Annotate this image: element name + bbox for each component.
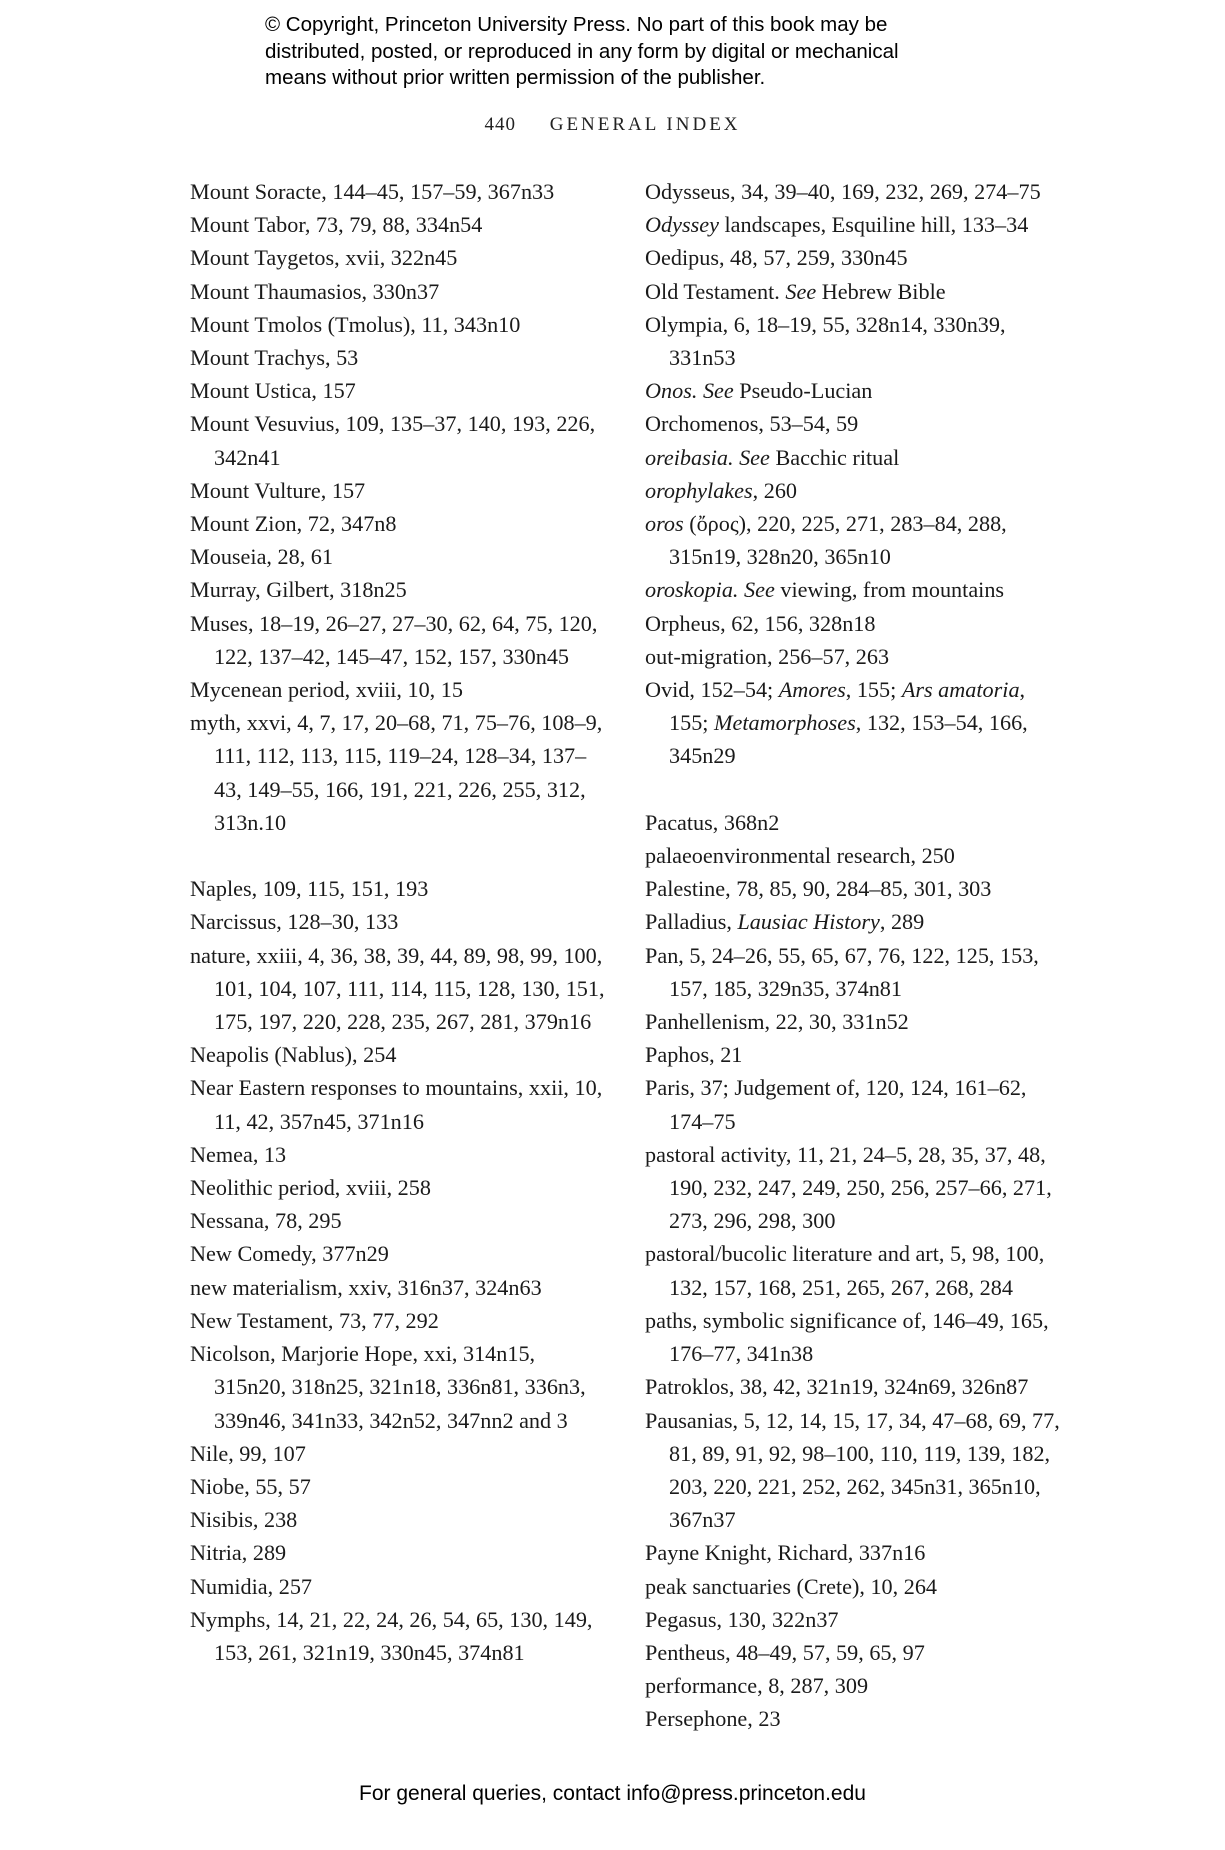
index-entry	[645, 673, 1065, 773]
index-entry: Paris, 37; Judgement of, 120, 124, 161–62, 174–75	[645, 1075, 1027, 1134]
entry-text: Pseudo-Lucian	[733, 378, 873, 404]
index-entry: Pentheus, 48–49, 57, 59, 65, 97	[645, 1639, 925, 1665]
index-entry: Neolithic period, xviii, 258	[190, 1175, 431, 1201]
index-entry: paths, symbolic significance of, 146–49, 165, 176–77, 341n38	[645, 1307, 1049, 1367]
index-entry: Niobe, 55, 57	[190, 1473, 311, 1499]
entry-text: , 289	[879, 909, 925, 935]
index-entry: Nymphs, 14, 21, 22, 24, 26, 54, 65, 130, 149, 153, 261, 321n19, 330n45, 374n81	[190, 1606, 593, 1665]
index-entry: Nicolson, Marjorie Hope, xxi, 314n15, 315n20, 318n25, 321n18, 336n81, 336n3, 339n46, 341n33, 342n52, 347nn2 and 3	[190, 1341, 586, 1433]
index-entry: Mount Tmolos (Tmolus), 11, 343n10	[190, 311, 521, 337]
index-entry	[645, 474, 1065, 507]
index-entry: Palestine, 78, 85, 90, 284–85, 301, 303	[645, 876, 992, 902]
index-entry	[645, 905, 1065, 938]
index-entry: Narcissus, 128–30, 133	[190, 909, 399, 935]
entry-text: , 155;	[669, 677, 1026, 736]
entry-text: , 132, 153–54, 166, 345n29	[669, 710, 1028, 769]
index-entry: Nitria, 289	[190, 1540, 287, 1566]
index-entry: Mouseia, 28, 61	[190, 544, 333, 570]
entry-text: Palladius,	[645, 909, 738, 935]
index-column-left	[190, 175, 610, 1669]
index-entry	[645, 275, 1065, 308]
index-entry	[645, 507, 1065, 573]
index-entry: Patroklos, 38, 42, 321n19, 324n69, 326n87	[645, 1374, 1029, 1400]
index-column-right	[645, 175, 1065, 1736]
index-entry	[645, 208, 1065, 241]
italic-term: Metamorphoses	[714, 710, 856, 736]
index-entry: Mount Taygetos, xvii, 322n45	[190, 245, 458, 271]
index-entry: Pegasus, 130, 322n37	[645, 1606, 839, 1632]
index-entry: Pausanias, 5, 12, 14, 15, 17, 34, 47–68, 69, 77, 81, 89, 91, 92, 98–100, 110, 119, 139, 182, 203, 220, 221, 252, 262, 345n31, 365n10, 367n37	[645, 1407, 1060, 1533]
index-entry: Nisibis, 238	[190, 1507, 298, 1533]
index-entry: Mount Vulture, 157	[190, 477, 366, 503]
index-entry: nature, xxiii, 4, 36, 38, 39, 44, 89, 98, 99, 100, 101, 104, 107, 111, 114, 115, 128, 130, 151, 175, 197, 220, 228, 235, 267, 281, 379n16	[190, 942, 605, 1035]
entry-text: viewing, from mountains	[774, 577, 1005, 603]
index-entry	[645, 573, 1065, 606]
italic-term: See	[785, 278, 817, 304]
index-entry: peak sanctuaries (Crete), 10, 264	[645, 1573, 938, 1599]
index-entry: Pacatus, 368n2	[645, 809, 780, 835]
index-entry: palaeoenvironmental research, 250	[645, 843, 955, 869]
entry-text: Ovid, 152–54;	[645, 677, 779, 703]
index-entry: Mount Trachys, 53	[190, 345, 359, 371]
index-entry: New Comedy, 377n29	[190, 1241, 389, 1267]
entry-text: landscapes, Esquiline hill, 133–34	[718, 212, 1029, 238]
page-number: 440	[484, 114, 516, 135]
italic-term: orophylakes	[645, 477, 753, 503]
index-entry: Orchomenos, 53–54, 59	[645, 411, 859, 437]
copyright-line: means without prior written permission of the publisher.	[265, 66, 766, 89]
index-entry: Panhellenism, 22, 30, 331n52	[645, 1009, 909, 1035]
index-entry: myth, xxvi, 4, 7, 17, 20–68, 71, 75–76, 108–9, 111, 112, 113, 115, 119–24, 128–34, 137–43, 149–55, 166, 191, 221, 226, 255, 312, 313n.10	[190, 710, 603, 835]
entry-text: , 260	[752, 477, 797, 503]
italic-term: Amores	[778, 677, 846, 703]
italic-term: Onos. See	[645, 378, 734, 404]
index-entry: Orpheus, 62, 156, 328n18	[645, 610, 876, 636]
index-entry: Mycenean period, xviii, 10, 15	[190, 677, 463, 703]
index-entry: Mount Ustica, 157	[190, 378, 356, 404]
index-entry: Murray, Gilbert, 318n25	[190, 577, 407, 603]
copyright-notice	[265, 12, 1025, 92]
index-entry: Nile, 99, 107	[190, 1440, 306, 1466]
index-entry: Paphos, 21	[645, 1042, 743, 1068]
index-entry: pastoral/bucolic literature and art, 5, 98, 100, 132, 157, 168, 251, 265, 267, 268, 284	[645, 1241, 1045, 1300]
italic-term: Ars amatoria	[901, 677, 1020, 703]
index-entry: Pan, 5, 24–26, 55, 65, 67, 76, 122, 125, 153, 157, 185, 329n35, 374n81	[645, 942, 1039, 1001]
index-entry: Near Eastern responses to mountains, xxii, 10, 11, 42, 357n45, 371n16	[190, 1075, 603, 1134]
entry-text: Hebrew Bible	[816, 278, 946, 304]
index-entry: new materialism, xxiv, 316n37, 324n63	[190, 1274, 542, 1300]
copyright-line: © Copyright, Princeton University Press. No part of this book may be	[265, 13, 888, 36]
section-gap	[645, 773, 1065, 806]
running-head	[0, 114, 1225, 136]
index-entry: New Testament, 73, 77, 292	[190, 1307, 439, 1333]
index-entry: pastoral activity, 11, 21, 24–5, 28, 35, 37, 48, 190, 232, 247, 249, 250, 256, 257–66, 271, 273, 296, 298, 300	[645, 1141, 1052, 1234]
index-entry: Payne Knight, Richard, 337n16	[645, 1540, 926, 1566]
index-entry: Persephone, 23	[645, 1706, 781, 1732]
index-entry: out-migration, 256–57, 263	[645, 643, 890, 669]
index-entry: Mount Thaumasios, 330n37	[190, 278, 440, 304]
index-entry: Muses, 18–19, 26–27, 27–30, 62, 64, 75, 120, 122, 137–42, 145–47, 152, 157, 330n45	[190, 610, 598, 669]
index-entry: Odysseus, 34, 39–40, 169, 232, 269, 274–75	[645, 179, 1041, 204]
italic-term: Odyssey	[645, 212, 719, 238]
index-entry: Oedipus, 48, 57, 259, 330n45	[645, 245, 908, 271]
copyright-line: distributed, posted, or reproduced in any form by digital or mechanical	[265, 39, 899, 63]
index-entry: Nessana, 78, 295	[190, 1208, 342, 1234]
index-entry: Mount Vesuvius, 109, 135–37, 140, 193, 226, 342n41	[190, 411, 596, 470]
index-entry: Olympia, 6, 18–19, 55, 328n14, 330n39, 331n53	[645, 311, 1006, 371]
italic-term: oroskopia. See	[645, 577, 775, 603]
index-entry	[645, 374, 1065, 407]
index-entry: Neapolis (Nablus), 254	[190, 1042, 397, 1068]
italic-term: oros	[645, 511, 684, 537]
section-gap	[190, 839, 610, 872]
index-entry: Mount Soracte, 144–45, 157–59, 367n33	[190, 179, 555, 204]
index-entry: performance, 8, 287, 309	[645, 1673, 869, 1699]
index-entry: Mount Tabor, 73, 79, 88, 334n54	[190, 212, 483, 238]
running-head-title: GENERAL INDEX	[549, 114, 741, 135]
entry-text: Old Testament.	[645, 278, 786, 304]
italic-term: oreibasia. See	[645, 444, 770, 470]
entry-text: Bacchic ritual	[769, 444, 900, 470]
index-entry: Numidia, 257	[190, 1573, 313, 1599]
footer-contact: For general queries, contact info@press.princeton.edu	[359, 1782, 866, 1805]
index-entry: Naples, 109, 115, 151, 193	[190, 876, 429, 902]
index-entry: Nemea, 13	[190, 1141, 287, 1167]
index-entry	[645, 441, 1065, 474]
entry-text: , 155;	[845, 677, 902, 703]
index-entry: Mount Zion, 72, 347n8	[190, 511, 397, 537]
italic-term: Lausiac History	[737, 909, 880, 935]
entry-text: (ὄρος), 220, 225, 271, 283–84, 288, 315n19, 328n20, 365n10	[669, 511, 1007, 570]
